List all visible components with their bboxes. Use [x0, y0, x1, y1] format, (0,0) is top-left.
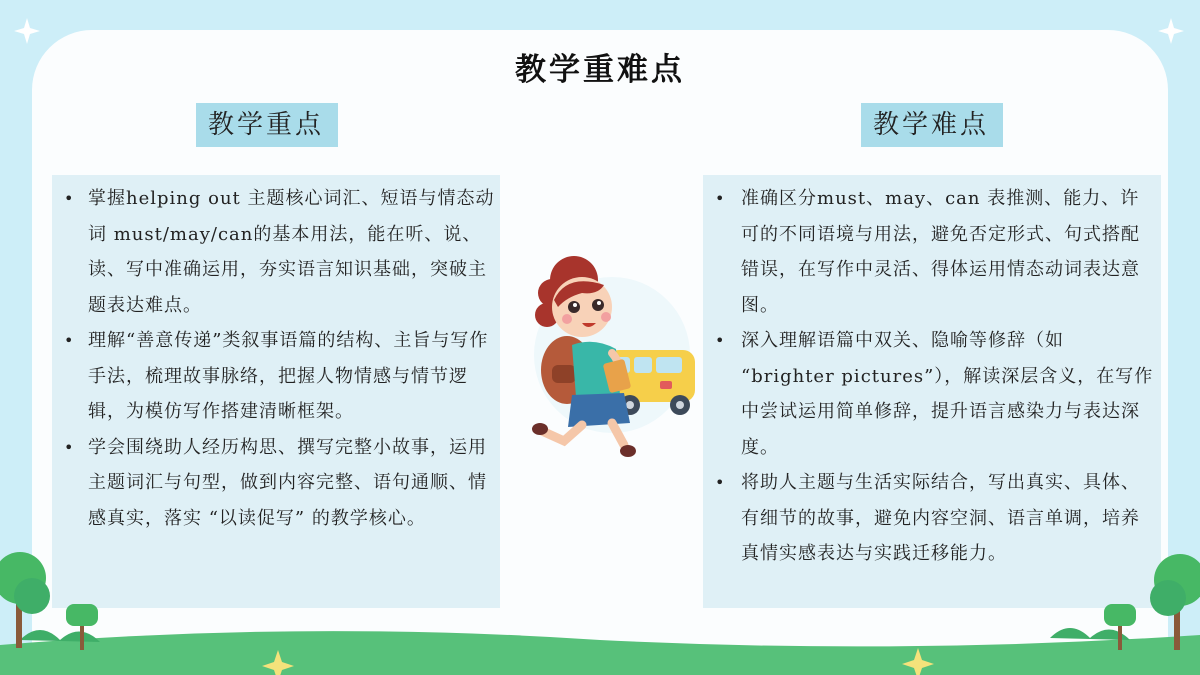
bullet: • [715, 331, 726, 350]
list-item-text: 学会围绕助人经历构思、撰写完整小故事，运用主题词汇与句型，做到内容完整、语句通顺、情感真实，落实 “以读促写” 的教学核心。 [88, 436, 487, 529]
list-item [711, 323, 1157, 465]
tree-icon-right-small [1100, 600, 1140, 650]
list-item-text: 深入理解语篇中双关、隐喻等修辞（如 “brighter pictures”），解读深层含义，在写作中尝试运用简单修辞，提升语言感染力与表达深度。 [741, 330, 1154, 458]
list-item [60, 323, 496, 430]
list-item [60, 430, 496, 537]
list-item [60, 181, 496, 323]
bullet: • [64, 331, 75, 350]
tree-icon-left-small [62, 600, 102, 650]
key-points-list [60, 181, 496, 536]
difficulties-tag: 教学难点 [861, 103, 1003, 147]
bullet: • [64, 189, 75, 208]
girl-with-school-bus-icon [512, 245, 707, 470]
key-points-tag: 教学重点 [196, 103, 338, 147]
tree-icon-right [1140, 540, 1200, 650]
grass-ground [0, 600, 1200, 675]
list-item-text: 掌握helping out 主题核心词汇、短语与情态动词 must/may/can的基本用法，能在听、说、读、写中准确运用，夯实语言知识基础，突破主题表达难点。 [88, 188, 495, 316]
list-item-text: 理解“善意传递”类叙事语篇的结构、主旨与写作手法，梳理故事脉络，把握人物情感与情节逻辑，为模仿写作搭建清晰框架。 [88, 330, 489, 422]
tree-icon-left [0, 538, 70, 648]
bullet: • [64, 437, 75, 457]
list-item [711, 181, 1157, 323]
list-item-text: 准确区分must、may、can 表推测、能力、许可的不同语境与用法，避免否定形式、句式搭配错误，在写作中灵活、得体运用情态动词表达意图。 [741, 188, 1140, 316]
sparkle-icon-top-right [1158, 18, 1184, 44]
difficulties-panel [703, 175, 1161, 608]
list-item-text: 将助人主题与生活实际结合，写出真实、具体、有细节的故事，避免内容空洞、语言单调，培养真情实感表达与实践迁移能力。 [741, 472, 1140, 564]
list-item [711, 465, 1157, 572]
difficulties-list [711, 181, 1157, 572]
key-points-panel [52, 175, 500, 608]
page-title: 教学重难点 [515, 52, 685, 88]
sparkle-icon-top-left [14, 18, 40, 44]
bullet: • [715, 189, 726, 208]
bullet: • [715, 473, 726, 492]
